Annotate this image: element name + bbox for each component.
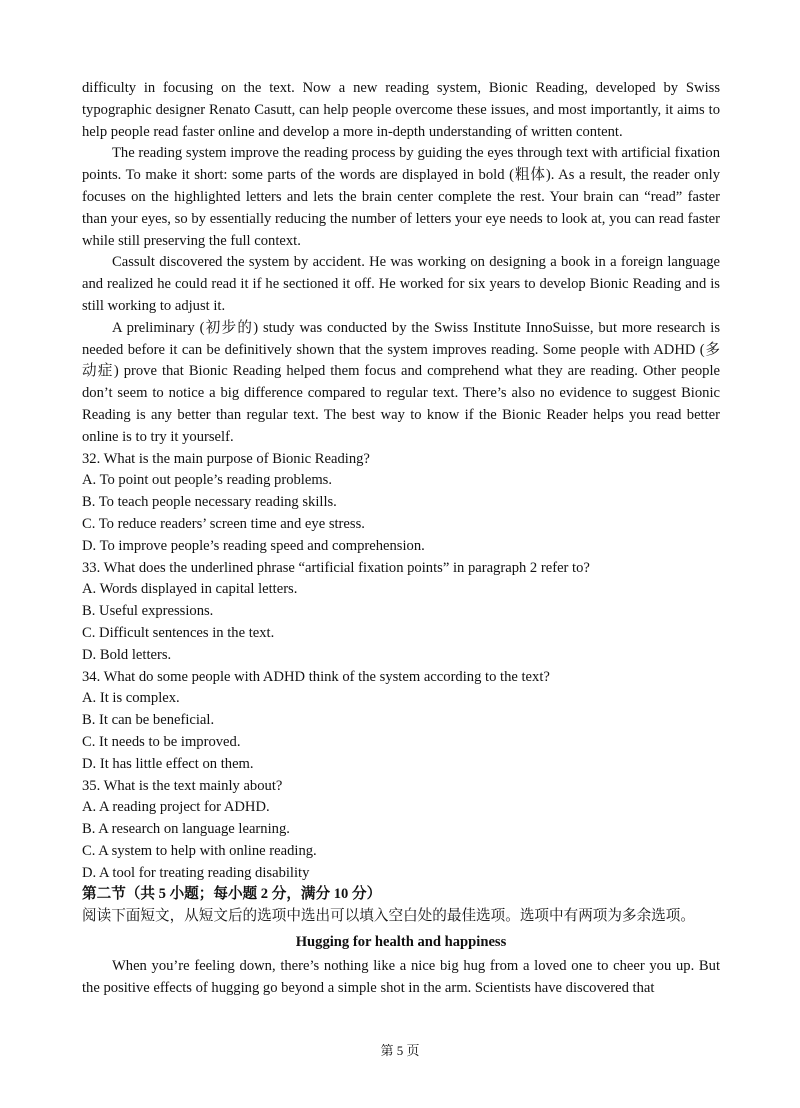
option-d: D. To improve people’s reading speed and comprehension.: [82, 537, 425, 554]
option-c: C. A system to help with online reading.: [82, 842, 317, 859]
option-b: B. It can be beneficial.: [82, 712, 215, 729]
option-b: B. Useful expressions.: [82, 603, 214, 620]
option-a: A. A reading project for ADHD.: [82, 799, 270, 816]
passage-2-title: Hugging for health and happiness: [295, 934, 507, 951]
question-stem: 32. What is the main purpose of Bionic Reading?: [82, 450, 370, 467]
option-a: A. Words displayed in capital letters.: [82, 581, 298, 598]
question-stem: 34. What do some people with ADHD think of the system according to the text?: [82, 668, 550, 685]
question-32: [82, 449, 720, 558]
option-c: C. To reduce readers’ screen time and eye stress.: [82, 515, 365, 532]
page-number: 第 5 页: [380, 1043, 420, 1058]
option-c: C. It needs to be improved.: [82, 733, 241, 750]
section-2-heading: 第二节（共 5 小题；每小题 2 分，满分 10 分）: [82, 886, 382, 903]
passage-2-paragraph-1: When you’re feeling down, there’s nothing like a nice big hug from a loved one to cheer you up. But the positive effects of hugging go beyond a simple shot in the arm. Scientists have discovered that: [82, 957, 720, 996]
passage-paragraph-4: A preliminary (初步的) study was conducted by the Swiss Institute InnoSuisse, but more research is needed before it can be definitively shown that the system improves reading. Some people with ADHD (多动症) prove that Bionic Reading helped them focus and comprehend what they are reading. Other people don’t seem to notice a big difference compared to regular text. There’s also no evidence to suggest Bionic Reading is any better than regular text. The best way to know if the Bionic Reader helps you read better online is to try it yourself.: [82, 319, 720, 445]
option-a: A. To point out people’s reading problems.: [82, 472, 333, 489]
option-a: A. It is complex.: [82, 690, 180, 707]
question-33: [82, 558, 720, 667]
option-d: D. It has little effect on them.: [82, 755, 254, 772]
question-stem: 35. What is the text mainly about?: [82, 777, 283, 794]
option-d: D. Bold letters.: [82, 646, 172, 663]
question-stem: 33. What does the underlined phrase “artificial fixation points” in paragraph 2 refer to?: [82, 559, 590, 576]
option-d: D. A tool for treating reading disability: [82, 864, 310, 881]
question-34: [82, 667, 720, 776]
section-2-instruction: 阅读下面短文，从短文后的选项中选出可以填入空白处的最佳选项。选项中有两项为多余选项。: [82, 908, 695, 925]
option-b: B. To teach people necessary reading skills.: [82, 494, 337, 511]
passage-paragraph-2: The reading system improve the reading process by guiding the eyes through text with artificial fixation points. To make it short: some parts of the words are displayed in bold (粗体). As a result, the reader only focuses on the highlighted letters and lets the brain center complete the rest. Your brain can “read” faster than your eyes, so by essentially reducing the number of letters your eye needs to look at, you can read faster while still preserving the full context.: [82, 145, 720, 249]
passage-paragraph-3: Cassult discovered the system by accident. He was working on designing a book in a foreign language and realized he could read it if he sectioned it off. He worked for six years to develop Bionic Reading and is still working to adjust it.: [82, 254, 720, 314]
option-b: B. A research on language learning.: [82, 821, 290, 838]
option-c: C. Difficult sentences in the text.: [82, 624, 275, 641]
document-page: [82, 78, 720, 999]
passage-paragraph-1: difficulty in focusing on the text. Now a new reading system, Bionic Reading, developed by Swiss typographic designer Renato Casutt, can help people overcome these issues, and most importantly, it aims to help people read faster online and develop a more in-depth understanding of written content.: [82, 80, 720, 140]
question-35: [82, 776, 720, 885]
